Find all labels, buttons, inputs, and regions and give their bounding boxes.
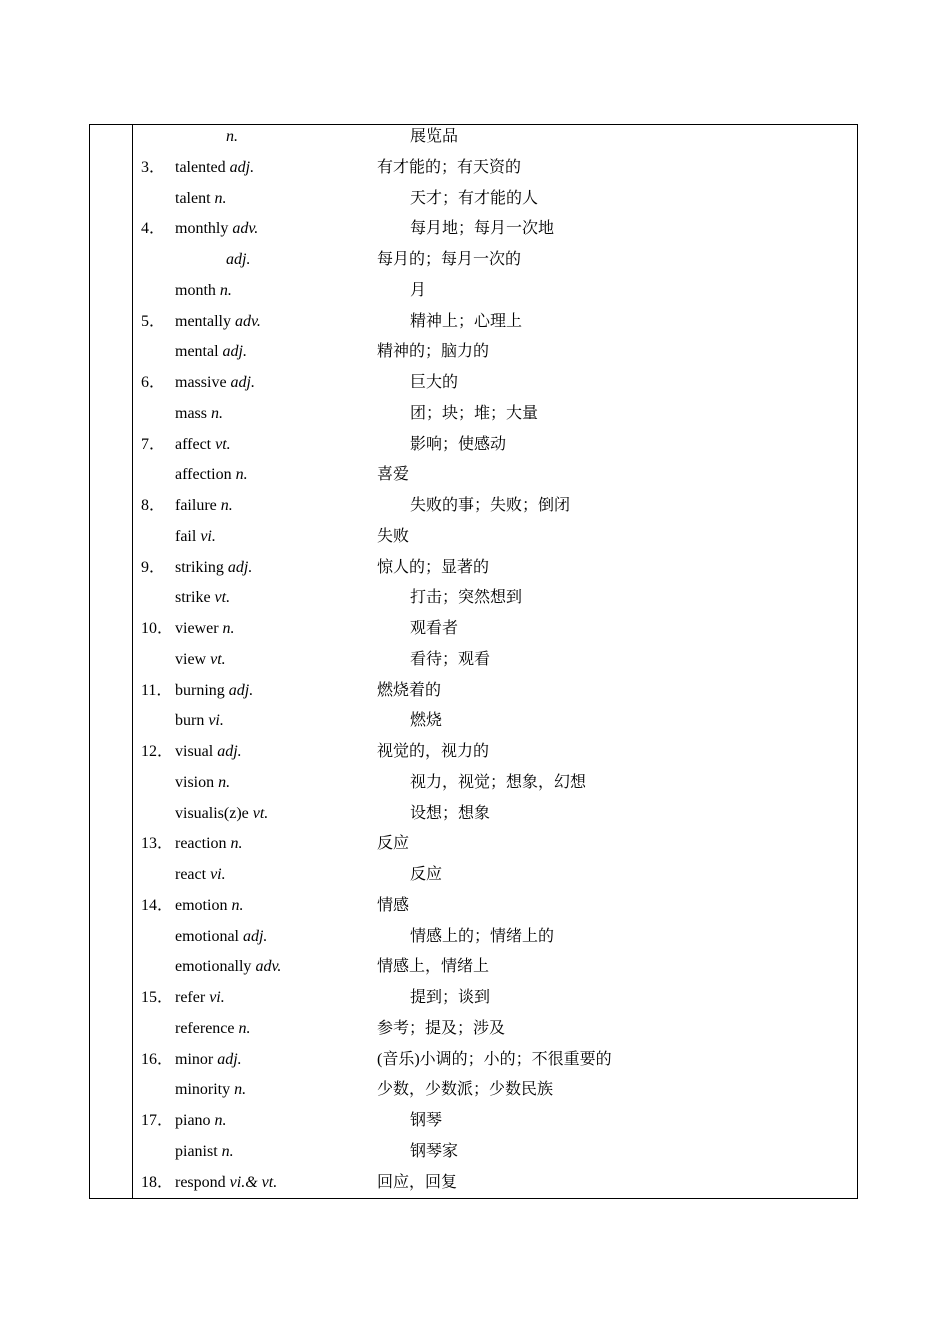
vocab-row	[133, 740, 857, 770]
word-entry	[175, 556, 252, 580]
word-text: refer	[175, 989, 210, 1006]
vocab-row	[133, 1078, 857, 1108]
part-of-speech: adv.	[255, 958, 282, 976]
word-entry	[175, 709, 224, 733]
meaning-text: 反应	[410, 866, 443, 883]
vocab-row	[133, 802, 857, 832]
part-of-speech: n.	[211, 404, 223, 422]
meaning-text: 情感上，情绪上	[377, 958, 490, 976]
word-entry	[175, 679, 253, 703]
word-entry	[175, 586, 230, 610]
meaning-text: 视力，视觉；想象，幻想	[410, 773, 587, 791]
meaning-text: 钢琴家	[410, 1142, 459, 1160]
part-of-speech: n.	[220, 497, 233, 514]
vocab-row	[133, 525, 857, 555]
part-of-speech: n.	[218, 773, 231, 791]
word-text: reaction	[175, 835, 231, 853]
meaning-text: 提到；谈到	[410, 989, 491, 1006]
meaning-text: 喜爱	[377, 466, 410, 484]
part-of-speech: vi.	[209, 989, 225, 1006]
part-of-speech: n.	[238, 1019, 251, 1037]
word-text: fail	[175, 527, 201, 545]
word-text: view	[175, 650, 211, 668]
vocab-row	[133, 648, 857, 678]
part-of-speech: adj.	[242, 927, 268, 945]
part-of-speech: adj.	[229, 158, 255, 176]
word-entry	[175, 771, 230, 795]
word-entry	[175, 863, 226, 887]
word-entry	[175, 433, 231, 457]
word-text: month	[175, 281, 220, 299]
meaning-text: 惊人的；显著的	[377, 558, 490, 576]
meaning-text: 展览品	[410, 128, 459, 145]
item-number: 6．	[141, 374, 166, 391]
part-of-speech: n.	[214, 189, 227, 207]
vocab-row	[133, 1109, 857, 1139]
part-of-speech: adj.	[217, 1050, 242, 1068]
vocab-row	[133, 617, 857, 647]
meaning-text: 视觉的，视力的	[377, 743, 490, 760]
part-of-speech: n.	[226, 128, 238, 145]
word-entry	[175, 217, 258, 241]
word-entry	[175, 648, 226, 672]
word-text: burning	[175, 681, 229, 699]
word-entry	[175, 371, 255, 395]
word-text: visual	[175, 743, 218, 760]
part-of-speech: n.	[219, 281, 232, 299]
item-number: 9．	[141, 558, 166, 576]
word-text: minor	[175, 1050, 218, 1068]
meaning-text: (音乐)小调的；小的；不很重要的	[377, 1050, 612, 1068]
word-entry	[175, 1078, 246, 1102]
part-of-speech: vi.	[200, 527, 216, 545]
meaning-text: 回应，回复	[377, 1173, 458, 1191]
vocab-row	[133, 1171, 857, 1201]
vocab-row	[133, 1017, 857, 1047]
word-text: talented	[175, 158, 230, 176]
part-of-speech: adv.	[232, 220, 259, 238]
vocab-row	[133, 1140, 857, 1170]
word-entry	[175, 617, 235, 641]
vocab-row	[133, 433, 857, 463]
word-entry	[175, 1017, 251, 1041]
item-number: 3．	[141, 158, 166, 176]
vocab-row	[133, 217, 857, 247]
vocab-row	[133, 863, 857, 893]
word-entry	[175, 925, 267, 949]
word-entry	[175, 802, 268, 826]
word-entry	[175, 340, 247, 364]
word-entry	[175, 740, 242, 764]
vocab-row	[133, 709, 857, 739]
meaning-text: 月	[410, 281, 427, 299]
item-number: 4．	[141, 220, 166, 238]
word-text: failure	[175, 497, 221, 514]
word-text: piano	[175, 1112, 215, 1129]
word-entry	[175, 986, 225, 1010]
part-of-speech: n.	[234, 1081, 247, 1099]
word-entry	[175, 1109, 227, 1133]
word-text: burn	[175, 712, 209, 730]
meaning-text: 有才能的；有天资的	[377, 158, 522, 176]
vocab-row	[133, 1048, 857, 1078]
meaning-text: 反应	[377, 835, 410, 853]
meaning-text: 参考；提及；涉及	[377, 1019, 506, 1037]
part-of-speech: adj.	[230, 374, 255, 391]
item-number: 16．	[141, 1050, 174, 1068]
vocab-row	[133, 894, 857, 924]
item-number: 17．	[141, 1112, 174, 1129]
part-of-speech: n.	[221, 1142, 234, 1160]
vocab-row	[133, 248, 857, 278]
item-number: 14．	[141, 896, 174, 914]
word-entry	[175, 463, 248, 487]
part-of-speech: vt.	[252, 804, 269, 822]
meaning-text: 钢琴	[410, 1112, 443, 1129]
word-text: affect	[175, 435, 216, 453]
part-of-speech: vi.& vt.	[229, 1173, 278, 1191]
part-of-speech: adj.	[217, 743, 242, 760]
word-text: reference	[175, 1019, 239, 1037]
item-number: 15．	[141, 989, 174, 1006]
meaning-text: 团；块；堆；大量	[410, 404, 539, 422]
word-text: talent	[175, 189, 215, 207]
meaning-text: 打击；突然想到	[410, 589, 523, 607]
word-text: strike	[175, 589, 215, 607]
meaning-text: 失败	[377, 527, 410, 545]
vocab-row	[133, 156, 857, 186]
part-of-speech: adj.	[227, 558, 253, 576]
part-of-speech: vt.	[210, 650, 226, 668]
word-text: emotion	[175, 896, 232, 914]
word-text: striking	[175, 558, 228, 576]
word-text: mass	[175, 404, 211, 422]
word-text: mental	[175, 343, 223, 361]
part-of-speech: n.	[235, 466, 248, 484]
meaning-text: 每月地；每月一次地	[410, 220, 555, 238]
vocab-row	[133, 832, 857, 862]
word-entry	[175, 832, 243, 856]
item-number: 5．	[141, 312, 166, 330]
word-entry	[175, 894, 243, 918]
vocab-row	[133, 986, 857, 1016]
meaning-text: 天才；有才能的人	[410, 189, 539, 207]
vocab-row	[133, 310, 857, 340]
meaning-text: 设想；想象	[410, 804, 491, 822]
word-text: massive	[175, 374, 231, 391]
meaning-text: 燃烧着的	[377, 681, 442, 699]
part-of-speech: vt.	[214, 589, 231, 607]
meaning-text: 观看者	[410, 620, 459, 637]
word-text: vision	[175, 773, 219, 791]
word-text: react	[175, 866, 211, 883]
vocab-row	[133, 955, 857, 985]
meaning-text: 看待；观看	[410, 650, 491, 668]
item-number: 8．	[141, 497, 166, 514]
meaning-text: 情感上的；情绪上的	[410, 927, 555, 945]
meaning-text: 巨大的	[410, 374, 459, 391]
meaning-text: 影响；使感动	[410, 435, 507, 453]
word-entry	[226, 125, 238, 149]
item-number: 11．	[141, 681, 173, 699]
word-entry	[175, 187, 227, 211]
vocab-row	[133, 340, 857, 370]
item-number: 18．	[141, 1173, 174, 1191]
vocab-row	[133, 586, 857, 616]
word-entry	[175, 279, 232, 303]
meaning-text: 燃烧	[410, 712, 443, 730]
vocab-row	[133, 925, 857, 955]
word-entry	[175, 525, 216, 549]
vocab-row	[133, 371, 857, 401]
part-of-speech: adj.	[226, 251, 251, 268]
part-of-speech: vi.	[208, 712, 224, 730]
word-text: minority	[175, 1081, 235, 1099]
word-entry	[175, 494, 233, 518]
part-of-speech: vi.	[210, 866, 226, 883]
word-text: affection	[175, 466, 236, 484]
item-number: 10．	[141, 620, 174, 637]
vocab-row	[133, 279, 857, 309]
part-of-speech: adv.	[234, 312, 261, 330]
word-text: mentally	[175, 312, 235, 330]
item-number: 13．	[141, 835, 174, 853]
part-of-speech: adj.	[228, 681, 254, 699]
meaning-text: 精神上；心理上	[410, 312, 523, 330]
vocab-row	[133, 402, 857, 432]
vocab-row	[133, 463, 857, 493]
word-text: viewer	[175, 620, 223, 637]
meaning-text: 情感	[377, 896, 410, 914]
word-entry	[175, 310, 261, 334]
word-text: respond	[175, 1173, 230, 1191]
vocab-row	[133, 679, 857, 709]
word-entry	[175, 156, 254, 180]
vocab-row	[133, 187, 857, 217]
meaning-text: 精神的；脑力的	[377, 343, 490, 361]
vocab-row	[133, 556, 857, 586]
meaning-text: 少数，少数派；少数民族	[377, 1081, 554, 1099]
item-number: 7．	[141, 435, 166, 453]
part-of-speech: n.	[214, 1112, 227, 1129]
part-of-speech: vt.	[215, 435, 231, 453]
part-of-speech: n.	[222, 620, 235, 637]
word-entry	[175, 1048, 242, 1072]
part-of-speech: adj.	[222, 343, 247, 361]
word-text: emotional	[175, 927, 243, 945]
vocab-row	[133, 771, 857, 801]
part-of-speech: n.	[230, 835, 243, 853]
vocab-row	[133, 125, 857, 155]
word-text: monthly	[175, 220, 233, 238]
meaning-text: 每月的；每月一次的	[377, 251, 522, 268]
word-text: emotionally	[175, 958, 256, 976]
word-entry	[175, 402, 223, 426]
vocab-row	[133, 494, 857, 524]
item-number: 12．	[141, 743, 174, 760]
word-text: pianist	[175, 1142, 222, 1160]
word-text: visualis(z)e	[175, 804, 253, 822]
part-of-speech: n.	[231, 896, 244, 914]
word-entry	[226, 248, 250, 272]
word-entry	[175, 1171, 277, 1195]
word-entry	[175, 955, 281, 979]
word-entry	[175, 1140, 234, 1164]
meaning-text: 失败的事；失败；倒闭	[410, 497, 571, 514]
